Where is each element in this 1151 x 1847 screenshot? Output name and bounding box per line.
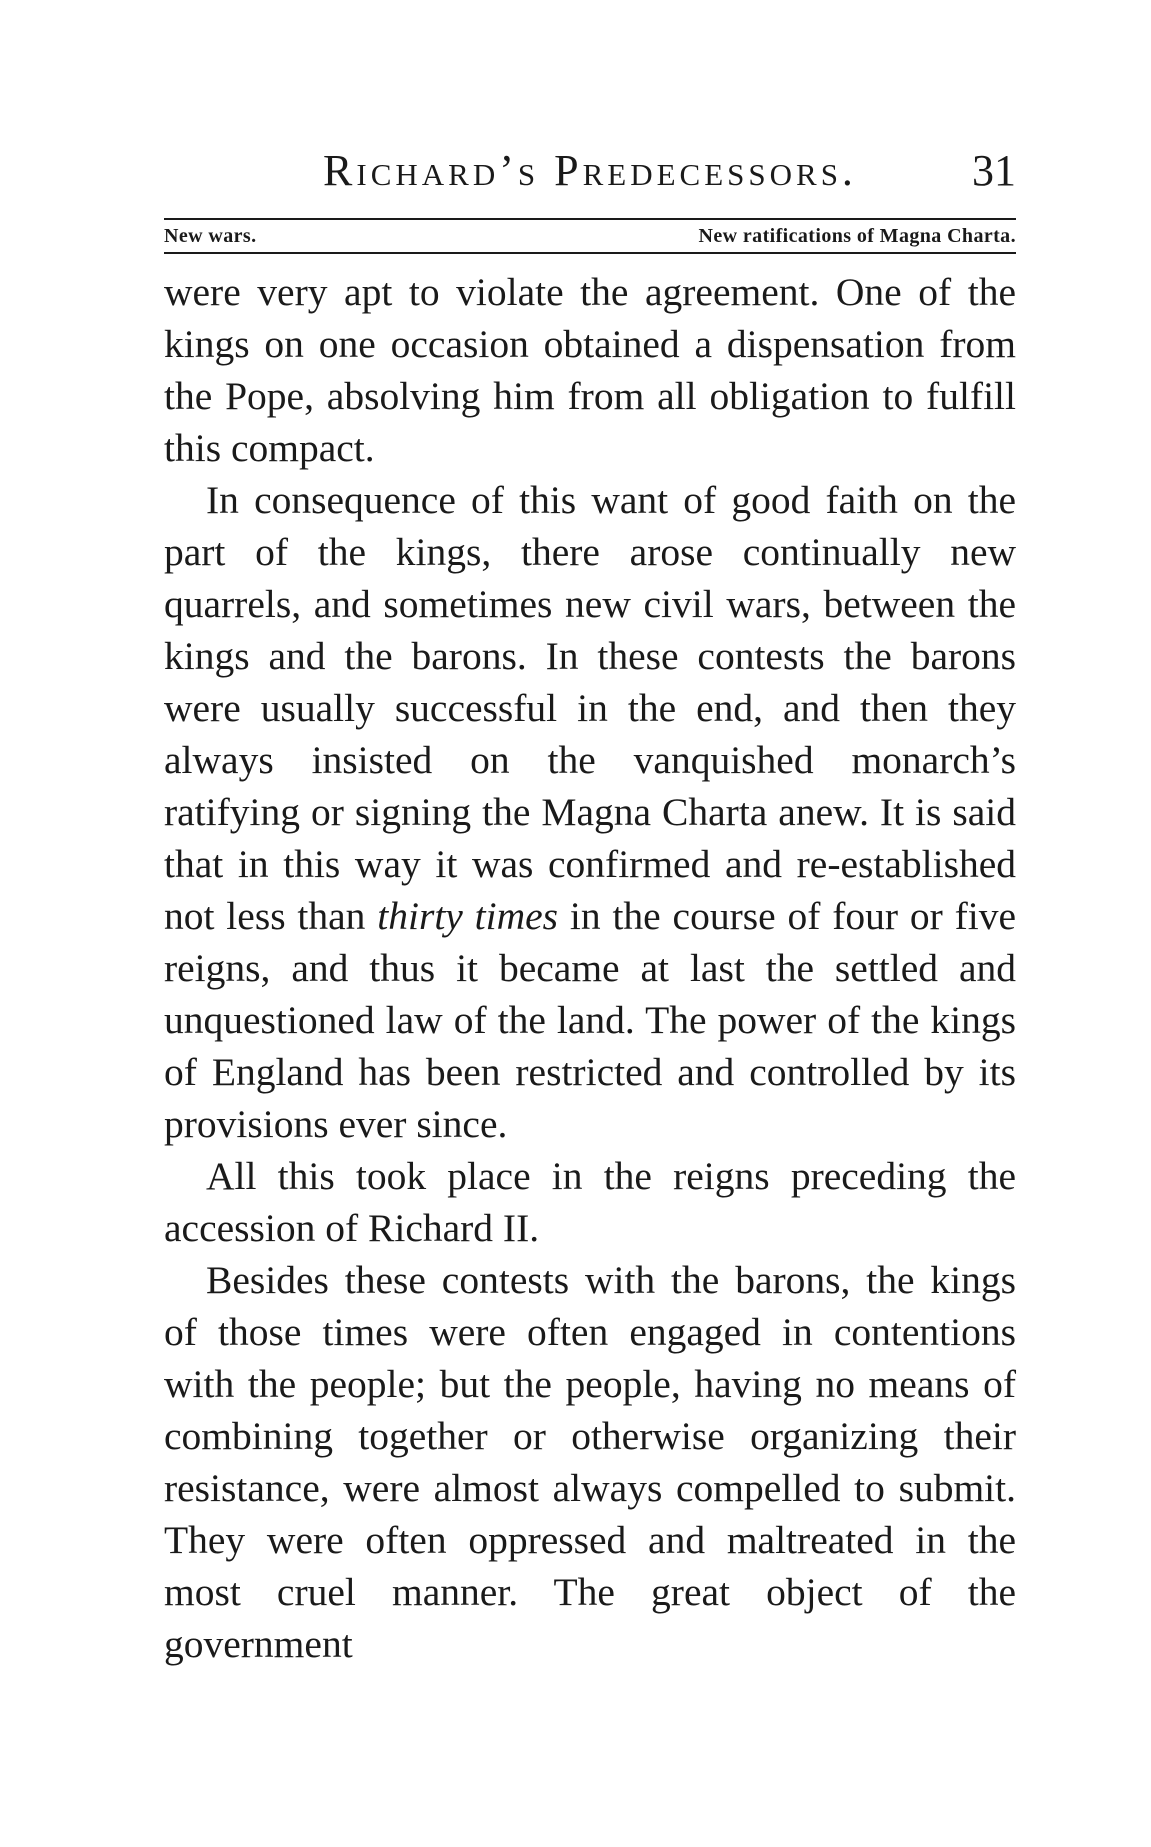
header-rule-bottom <box>164 252 1016 254</box>
page-number: 31 <box>972 146 1016 195</box>
emphasis-thirty-times: thirty times <box>377 894 559 938</box>
running-title: Richard’s Predecessors. <box>323 146 857 195</box>
paragraph-2-part-2: in the course of four or five reigns, and thus it became at last the settled and unquestioned law of the land. The power of the kings of England has been restricted and controlled by its provisions ever since. <box>164 894 1016 1146</box>
side-notes <box>164 220 1016 252</box>
body-text <box>164 266 1016 1670</box>
paragraph-2 <box>164 474 1016 1150</box>
book-page <box>164 140 1016 1670</box>
paragraph-4: Besides these contests with the barons, the kings of those times were often engaged in contentions with the people; but the people, having no means of combining together or otherwise organizing their resistance, were almost always compelled to submit. They were often oppressed and maltreated in the most cruel manner. The great object of the government <box>164 1258 1016 1666</box>
running-head <box>164 140 1016 202</box>
paragraph-1: were very apt to violate the agreement. One of the kings on one occasion obtained a dispensation from the Pope, absolving him from all obligation to fulfill this compact. <box>164 270 1016 470</box>
side-note-right: New ratifications of Magna Charta. <box>698 225 1016 247</box>
paragraph-3: All this took place in the reigns preceding the accession of Richard II. <box>164 1154 1016 1250</box>
side-note-left: New wars. <box>164 225 257 247</box>
paragraph-2-part-1: In consequence of this want of good faith on the part of the kings, there arose continually new quarrels, and sometimes new civil wars, between the kings and the barons. In these contests the barons were usually successful in the end, and then they always insisted on the vanquished monarch’s ratifying or signing the Magna Charta anew. It is said that in this way it was confirmed and re-established not less than <box>164 478 1016 938</box>
